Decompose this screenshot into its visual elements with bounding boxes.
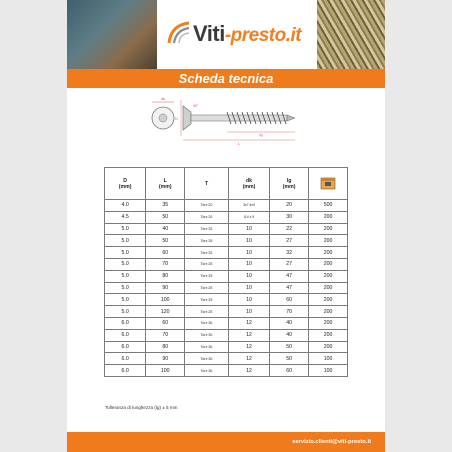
table-cell: 10 (228, 306, 269, 318)
table-cell: 10 (228, 258, 269, 270)
table-cell: 50 (146, 235, 185, 247)
table-cell: 120 (146, 306, 185, 318)
table-cell: 10 (228, 223, 269, 235)
table-cell: Torx 30 (185, 329, 229, 341)
table-cell: 100 (146, 294, 185, 306)
table-row (105, 270, 348, 282)
table-row (105, 341, 348, 353)
screw-tip (287, 115, 295, 121)
table-cell: 5.0 (105, 306, 146, 318)
table-row (105, 200, 348, 212)
brand-name: Viti-presto.it (193, 21, 302, 46)
table-cell: 5.0 (105, 258, 146, 270)
table-cell: Torx 30 (185, 317, 229, 329)
table-cell: 35 (146, 200, 185, 212)
table-cell: Torx 20 (185, 200, 229, 212)
table-cell: 200 (309, 282, 348, 294)
table-cell: 40 (270, 317, 309, 329)
table-cell: Torx 25 (185, 282, 229, 294)
table-cell: 200 (309, 247, 348, 259)
tolerance-note: Tolleranza di lunghezza (lg) ± 5 mm (105, 405, 178, 410)
table-cell: 70 (146, 258, 185, 270)
table-cell: 200 (309, 258, 348, 270)
table-row (105, 235, 348, 247)
table-cell: 12 (228, 365, 269, 377)
table-row (105, 247, 348, 259)
table-cell: 10 (228, 294, 269, 306)
datasheet-page (67, 0, 385, 452)
table-cell: 12 (228, 317, 269, 329)
table-cell: 60 (146, 317, 185, 329)
table-row (105, 329, 348, 341)
table-cell: 200 (309, 223, 348, 235)
table-cell: Torx 30 (185, 365, 229, 377)
table-cell: 32 (270, 247, 309, 259)
table-cell: 5.0 (105, 294, 146, 306)
header-cell-lg: lg (mm) (270, 168, 309, 200)
table-cell: 80 (146, 270, 185, 282)
table-cell: 27 (270, 235, 309, 247)
table-cell: 6.0 (105, 317, 146, 329)
table-cell: 40 (146, 223, 185, 235)
table-row (105, 353, 348, 365)
title-banner (67, 69, 385, 88)
brand-suffix: -presto.it (224, 25, 302, 46)
logo-arc-icon (167, 21, 191, 45)
table-cell: 4.5 (105, 211, 146, 223)
table-cell: 30 (270, 211, 309, 223)
table-cell: 50 (270, 341, 309, 353)
header-cell-dk: dk (mm) (228, 168, 269, 200)
table-cell: 10 (228, 270, 269, 282)
workbench-photo (67, 0, 157, 69)
table-cell: Torx 30 (185, 341, 229, 353)
table-row (105, 211, 348, 223)
table-row (105, 223, 348, 235)
brand-logo[interactable] (167, 17, 302, 51)
table-cell: 6.0 (105, 365, 146, 377)
table-cell: Torx 25 (185, 270, 229, 282)
header-cell-d: D (mm) (105, 168, 146, 200)
table-cell: Torx 25 (185, 294, 229, 306)
table-cell: 80 (146, 341, 185, 353)
page-title: Scheda tecnica (178, 71, 274, 86)
table-cell: 12 (228, 341, 269, 353)
table-cell: Torx 25 (185, 258, 229, 270)
table-cell: 200 (309, 306, 348, 318)
table-cell: Torx 20 (185, 211, 229, 223)
table-cell: 5.0 (105, 235, 146, 247)
table-cell: 12 (228, 329, 269, 341)
table-cell: 40 (270, 329, 309, 341)
table-cell: Torx 25 (185, 247, 229, 259)
table-cell: 47 (270, 282, 309, 294)
table-cell: 20 (270, 200, 309, 212)
table-cell: 60 (270, 365, 309, 377)
header-cell-l: L (mm) (146, 168, 185, 200)
table-row (105, 306, 348, 318)
package-box-icon (320, 175, 336, 191)
table-cell: Torx 30 (185, 353, 229, 365)
angle-label: 90° (193, 104, 199, 108)
table-cell: 5.0 (105, 270, 146, 282)
table-cell: 70 (270, 306, 309, 318)
table-row (105, 258, 348, 270)
table-cell: 3x7.4x9 (228, 200, 269, 212)
table-cell: 200 (309, 294, 348, 306)
table-cell: 200 (309, 235, 348, 247)
table-cell: Torx 25 (185, 223, 229, 235)
footer-bar (67, 432, 385, 452)
d-label: D (175, 116, 178, 121)
table-cell: Torx 25 (185, 306, 229, 318)
table-cell: 50 (270, 353, 309, 365)
table-header-row (105, 168, 348, 200)
l-label: L (237, 141, 241, 146)
screw-technical-drawing (147, 90, 302, 146)
table-cell: 8.4 x 9 (228, 211, 269, 223)
torx-recess-icon (159, 114, 167, 122)
table-cell: 47 (270, 270, 309, 282)
specs-table (104, 167, 348, 377)
table-cell: 60 (270, 294, 309, 306)
table-row (105, 282, 348, 294)
table-cell: Torx 25 (185, 235, 229, 247)
table-cell: 60 (146, 247, 185, 259)
table-cell: 100 (309, 365, 348, 377)
screw-head-side (183, 106, 191, 130)
table-cell: 5.0 (105, 282, 146, 294)
table-cell: 70 (146, 329, 185, 341)
table-cell: 4.0 (105, 200, 146, 212)
table-cell: 6.0 (105, 341, 146, 353)
dk-label: dk (160, 96, 166, 101)
table-cell: 6.0 (105, 353, 146, 365)
table-cell: 12 (228, 353, 269, 365)
table-cell: 10 (228, 282, 269, 294)
table-cell: 22 (270, 223, 309, 235)
table-cell: 100 (146, 365, 185, 377)
table-cell: 10 (228, 235, 269, 247)
table-cell: 200 (309, 317, 348, 329)
table-cell: 100 (309, 353, 348, 365)
table-cell: 200 (309, 329, 348, 341)
customer-service-email[interactable]: servizio.clienti@viti-presto.it (292, 439, 371, 445)
table-cell: 200 (309, 270, 348, 282)
header (67, 0, 385, 69)
table-cell: 10 (228, 247, 269, 259)
table-cell: 500 (309, 200, 348, 212)
lg-label: lg (259, 132, 263, 137)
table-cell: 5.0 (105, 223, 146, 235)
table-cell: 50 (146, 211, 185, 223)
table-row (105, 294, 348, 306)
table-cell: 90 (146, 282, 185, 294)
table-row (105, 365, 348, 377)
table-cell: 6.0 (105, 329, 146, 341)
table-cell: 200 (309, 341, 348, 353)
table-cell: 90 (146, 353, 185, 365)
table-cell: 27 (270, 258, 309, 270)
table-row (105, 317, 348, 329)
table-cell: 5.0 (105, 247, 146, 259)
header-cell-t: T (185, 168, 229, 200)
header-cell-pack (309, 168, 348, 200)
screws-photo (317, 0, 385, 69)
table-cell: 200 (309, 211, 348, 223)
